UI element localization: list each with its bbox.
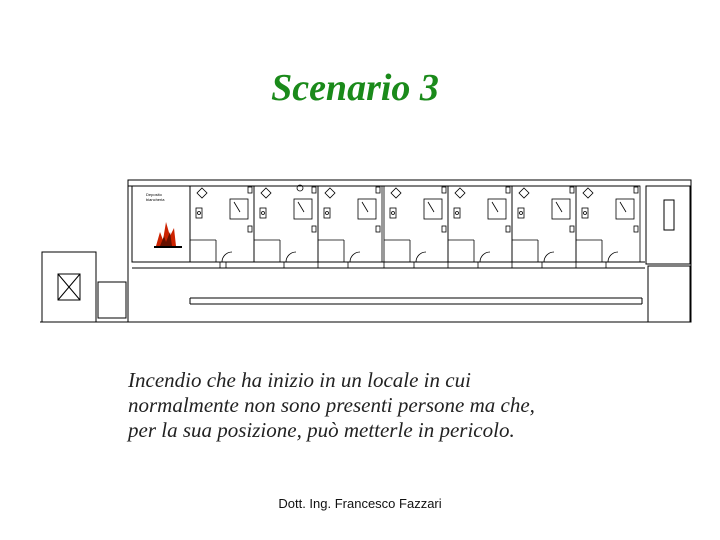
lamp-symbol [325, 188, 335, 198]
slide-title: Scenario 3 [271, 67, 439, 109]
bedroom-unit [512, 186, 576, 268]
bedroom-wall [254, 186, 318, 262]
sink [196, 208, 202, 218]
bedroom-unit [190, 186, 254, 268]
nightstand [376, 226, 380, 232]
bed [616, 199, 634, 219]
nightstand [442, 187, 446, 193]
door-swing [350, 252, 360, 262]
scenario-description [128, 368, 688, 443]
nightstand [376, 187, 380, 193]
bedroom-wall [318, 186, 382, 262]
description-line: Incendio che ha inizio in un locale in cui [128, 368, 471, 392]
nightstand [442, 226, 446, 232]
door-swing [608, 252, 618, 262]
fire-room-label-2: biancheria [146, 197, 165, 202]
sink [582, 208, 588, 218]
nightstand [634, 187, 638, 193]
description-line: normalmente non sono presenti persone ma che, [128, 393, 535, 417]
bed [294, 199, 312, 219]
lamp-symbol [583, 188, 593, 198]
bedroom-wall [384, 186, 448, 262]
bedroom-unit [576, 186, 640, 268]
lamp-symbol [455, 188, 465, 198]
fire-room-label-1: Deposito [146, 192, 162, 197]
bed [552, 199, 570, 219]
bed [488, 199, 506, 219]
nightstand [570, 226, 574, 232]
bedroom-unit [254, 186, 318, 268]
bedroom-wall [576, 186, 640, 262]
sink [260, 208, 266, 218]
sink [518, 208, 524, 218]
fire-icon [154, 222, 182, 247]
bedroom-unit [448, 186, 512, 268]
bed [424, 199, 442, 219]
sink [390, 208, 396, 218]
sink [454, 208, 460, 218]
author-footer: Dott. Ing. Francesco Fazzari [278, 496, 442, 511]
nightstand [570, 187, 574, 193]
door-swing [544, 252, 554, 262]
door-swing [286, 252, 296, 262]
building-outline [128, 180, 691, 322]
lamp-symbol [391, 188, 401, 198]
nightstand [506, 226, 510, 232]
bed [358, 199, 376, 219]
bedroom-wall [448, 186, 512, 262]
lamp-symbol [261, 188, 271, 198]
nightstand [506, 187, 510, 193]
bedroom-wall [512, 186, 576, 262]
nightstand [312, 226, 316, 232]
nightstand [634, 226, 638, 232]
bed [230, 199, 248, 219]
right-stair-block [646, 186, 690, 264]
lamp-symbol [519, 188, 529, 198]
sink [324, 208, 330, 218]
bedroom-wall [190, 186, 254, 262]
door-swing [416, 252, 426, 262]
nightstand [312, 187, 316, 193]
description-line: per la sua posizione, può metterle in pericolo. [128, 418, 515, 442]
door-swing [222, 252, 232, 262]
door-swing [480, 252, 490, 262]
nightstand [248, 226, 252, 232]
bedroom-unit [318, 186, 382, 268]
nightstand [248, 187, 252, 193]
lamp-symbol [197, 188, 207, 198]
bedroom-unit [384, 186, 448, 268]
